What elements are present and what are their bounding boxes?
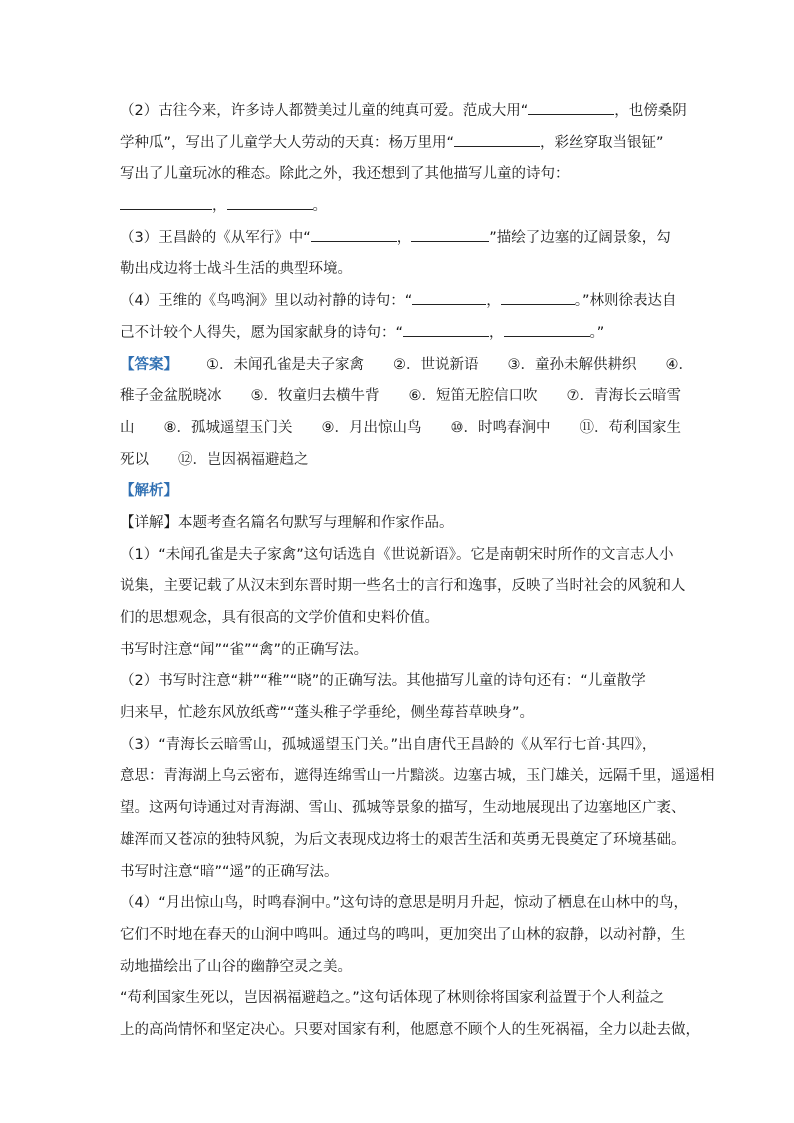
answer-line-2: 稚子金盆脱晓冰 ⑤．牧童归去横牛背 ⑥．短笛无腔信口吹 ⑦．青海长云暗雪 bbox=[120, 388, 681, 405]
analysis-line: 说集，主要记载了从汉末到东晋时期一些名士的言行和逸事，反映了当时社会的风貌和人 bbox=[120, 578, 686, 595]
analysis-tag-line bbox=[120, 476, 680, 508]
analysis-line: 动地描绘出了山谷的幽静空灵之美。 bbox=[120, 958, 352, 975]
analysis-line: （4）“月出惊山鸟，时鸣春涧中。”这句诗的意思是明月升起，惊动了栖息在山林中的鸟， bbox=[120, 895, 688, 912]
analysis-line: 书写时注意“闻”“雀”“禽”的正确写法。 bbox=[120, 641, 369, 658]
answer-line-1: 【答案】 ①．未闻孔雀是夫子家禽 ②．世说新语 ③．童孙未解供耕织 ④． bbox=[120, 356, 693, 373]
q4-line-1: （4）王维的《鸟鸣涧》里以动衬静的诗句：“ ， 。”林则徐表达自 bbox=[120, 286, 680, 318]
analysis-body bbox=[120, 508, 715, 1047]
q4-line-2: 己不计较个人得失，愿为国家献身的诗句：“ ， 。” bbox=[120, 318, 680, 350]
analysis-line: “苟利国家生死以，岂因祸福避趋之。”这句话体现了林则徐将国家利益置于个人利益之 bbox=[120, 990, 665, 1007]
answer-blank bbox=[501, 286, 575, 305]
analysis-line: （1）“未闻孔雀是夫子家禽”这句话选自《世说新语》。它是南朝宋时所作的文言志人小 bbox=[120, 546, 674, 563]
answer-blank bbox=[528, 96, 614, 115]
q3-line-1: （3）王昌龄的《从军行》中“ ， ”描绘了边塞的辽阔景象，勾 bbox=[120, 223, 680, 255]
q2-line-3: 写出了儿童玩冰的稚态。除此之外，我还想到了其他描写儿童的诗句： bbox=[120, 166, 570, 183]
answer-blank bbox=[411, 223, 489, 242]
analysis-line: 们的思想观念，具有很高的文学价值和史料价值。 bbox=[120, 610, 439, 626]
answer-blank bbox=[120, 191, 212, 210]
answer-blank bbox=[504, 318, 590, 337]
analysis-line: 雄浑而又苍凉的独特风貌，为后文表现戍边将士的艰苦生活和英勇无畏奠定了环境基础。 bbox=[120, 831, 686, 848]
answer-tag: 【答案】 bbox=[120, 356, 178, 373]
answer-blank bbox=[454, 128, 540, 147]
analysis-line: （3）“青海长云暗雪山，孤城遥望玉门关。”出自唐代王昌龄的《从军行七首·其四》， bbox=[120, 736, 657, 753]
analysis-line: 书写时注意“暗”“遥”的正确写法。 bbox=[120, 863, 339, 880]
analysis-line: 意思：青海湖上乌云密布，遮得连绵雪山一片黯淡。边塞古城，玉门雄关，远隔千里，遥遥相 bbox=[120, 768, 715, 785]
analysis-line: 它们不时地在春天的山涧中鸣叫。通过鸟的鸣叫，更加突出了山林的寂静，以动衬静，生 bbox=[120, 926, 686, 943]
answer-line-4: 死以 ⑫．岂因祸福避趋之 bbox=[120, 451, 309, 468]
analysis-tag: 【解析】 bbox=[120, 483, 178, 500]
q2-line-2: 学种瓜”，写出了儿童学大人劳动的天真：杨万里用“ ，彩丝穿取当银钲” bbox=[120, 128, 680, 160]
answer-blank bbox=[412, 286, 486, 305]
answer-line-3: 山 ⑧．孤城遥望玉门关 ⑨．月出惊山鸟 ⑩．时鸣春涧中 ⑪．苟利国家生 bbox=[120, 419, 681, 436]
answer-blank bbox=[227, 191, 313, 210]
analysis-line: 上的高尚情怀和坚定决心。只要对国家有利，他愿意不顾个人的生死祸福，全力以赴去做， bbox=[120, 1021, 700, 1038]
q2-line-1: （2）古往今来，许多诗人都赞美过儿童的纯真可爱。范成大用“ ，也傍桑阴 bbox=[120, 96, 680, 128]
analysis-line: 归来早，忙趁东风放纸鸢”“蓬头稚子学垂纶，侧坐莓苔草映身”。 bbox=[120, 705, 535, 722]
answer-blank bbox=[403, 318, 489, 337]
analysis-line: 【详解】本题考查名篇名句默写与理解和作家作品。 bbox=[120, 514, 454, 531]
q2-line-4: ， 。 bbox=[120, 191, 680, 223]
q3-line-2: 勒出戍边将士战斗生活的典型环境。 bbox=[120, 261, 352, 278]
analysis-line: （2）书写时注意“耕”“稚”“晓”的正确写法。其他描写儿童的诗句还有：“儿童散学 bbox=[120, 673, 646, 690]
document-page bbox=[120, 96, 715, 1047]
analysis-line: 望。这两句诗通过对青海湖、雪山、孤城等景象的描写，生动地展现出了边塞地区广袤、 bbox=[120, 800, 686, 817]
answer-blank bbox=[311, 223, 397, 242]
